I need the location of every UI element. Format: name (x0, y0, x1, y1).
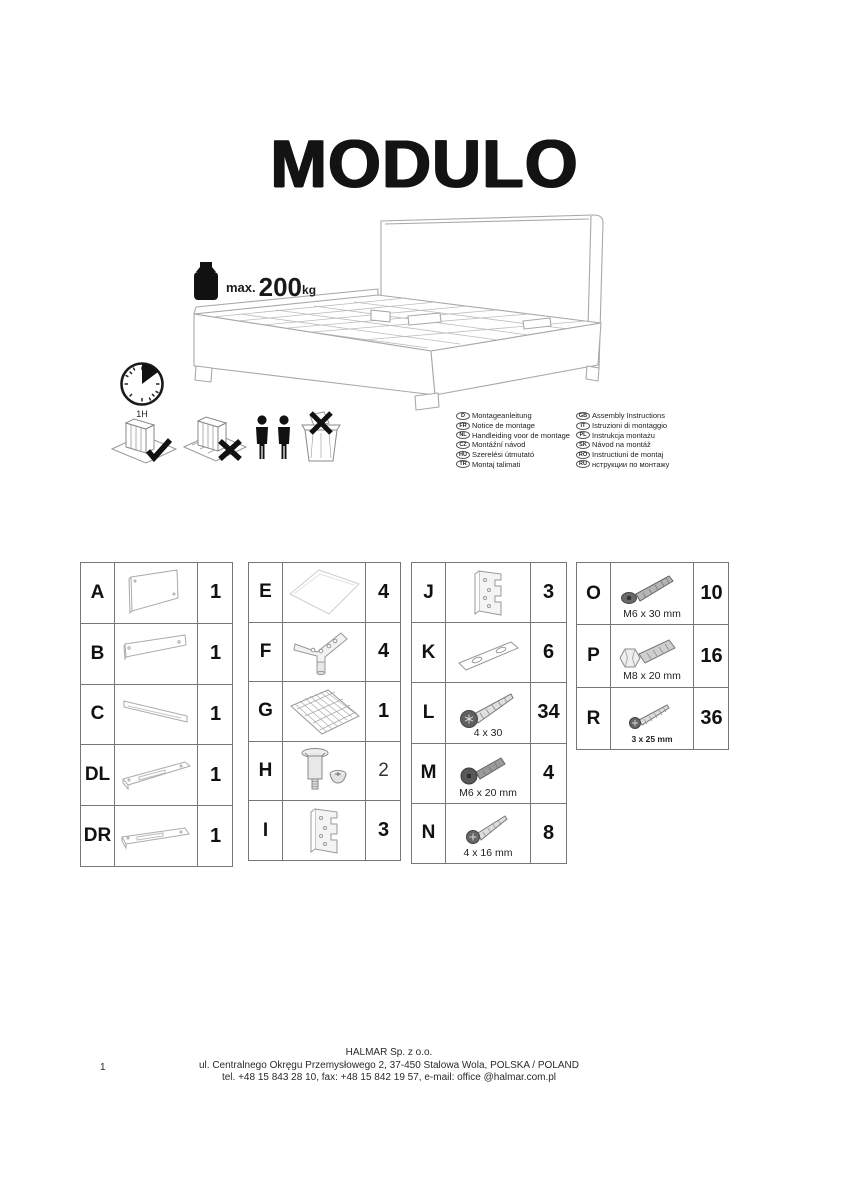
part-letter: I (249, 801, 283, 860)
part-spec: 4 x 30 (473, 726, 503, 739)
language-code-badge: FR (456, 422, 470, 430)
weight-icon (193, 262, 219, 304)
part-qty: 2 (378, 760, 389, 782)
part-qty: 4 (377, 580, 390, 603)
language-list-left (456, 411, 570, 469)
language-code-badge: RU (576, 460, 590, 468)
part-letter: K (412, 623, 446, 682)
language-entry (456, 459, 570, 469)
language-code-badge: HU (456, 451, 470, 459)
part-qty: 16 (700, 644, 723, 667)
part-qty: 1 (209, 581, 222, 604)
language-entry (456, 430, 570, 440)
parts-row-m (412, 743, 566, 803)
unpack-on-hard-surface-forbidden-icon (182, 411, 248, 463)
parts-table-panels (80, 562, 233, 867)
part-n-icon (447, 807, 529, 849)
page-number: 1 (100, 1062, 106, 1073)
language-label: Návod na montáž (592, 440, 651, 450)
parts-row-l (412, 682, 566, 742)
part-l-icon (447, 687, 529, 729)
parts-table-hardware-1 (411, 562, 567, 864)
language-label: Szerelési útmutató (472, 450, 535, 460)
part-letter: C (81, 685, 115, 745)
part-qty: 36 (700, 707, 723, 729)
part-o-icon (611, 568, 693, 610)
language-label: Istruzioni di montaggio (592, 421, 668, 431)
language-label: Montaj talimati (472, 459, 521, 469)
part-letter: H (249, 742, 283, 801)
part-f-icon (283, 624, 365, 680)
two-person-assembly-icon (252, 415, 296, 461)
language-label: Assembly Instructions (592, 411, 665, 421)
part-j-icon (447, 565, 529, 621)
part-g-icon (283, 683, 365, 739)
parts-row-b (81, 623, 232, 684)
part-qty: 6 (542, 641, 555, 664)
parts-row-r (577, 687, 728, 749)
language-code-badge: CZ (456, 441, 470, 449)
part-h-icon (283, 743, 365, 799)
language-code-badge: IT (576, 422, 590, 430)
language-label: Notice de montage (472, 421, 535, 431)
footer-address: ul. Centralnego Okręgu Przemysłowego 2, 37-450 Stalowa Wola, POLSKA / POLAND (198, 1059, 579, 1071)
part-qty: 8 (542, 821, 555, 844)
part-i-icon (283, 803, 365, 859)
part-r-icon (611, 693, 693, 735)
part-e-icon (283, 564, 365, 620)
parts-row-h (249, 741, 400, 801)
part-b-icon (115, 626, 197, 682)
parts-row-o (577, 563, 728, 624)
parts-row-e (249, 563, 400, 622)
language-label: Handleiding voor de montage (472, 430, 570, 440)
parts-table-boards (248, 562, 401, 861)
language-entry (456, 421, 570, 431)
part-letter: B (81, 624, 115, 684)
max-load-prefix: max. (226, 280, 256, 295)
part-qty: 3 (542, 581, 555, 604)
footer (154, 1047, 624, 1085)
language-entry (576, 440, 669, 450)
part-qty: 1 (209, 824, 222, 847)
parts-row-j (412, 563, 566, 622)
language-entry (576, 421, 669, 431)
parts-row-f (249, 622, 400, 682)
do-not-discard-packaging-icon (296, 411, 346, 463)
part-qty: 4 (377, 640, 390, 663)
footer-company: HALMAR Sp. z o.o. (345, 1047, 433, 1058)
language-entry (576, 430, 669, 440)
part-a-icon (115, 565, 197, 621)
part-letter: N (412, 804, 446, 863)
part-qty: 1 (209, 702, 222, 725)
part-letter: F (249, 623, 283, 682)
footer-contact: tel. +48 15 843 28 10, fax: +48 15 842 19 57, e-mail: office @halmar.com.pl (221, 1072, 557, 1083)
part-qty: 1 (377, 699, 390, 722)
language-label: Montážní návod (472, 440, 526, 450)
part-letter: M (412, 744, 446, 803)
part-qty: 4 (542, 761, 555, 784)
language-label: Instructiuni de montaj (592, 450, 664, 460)
assembly-time-group (116, 360, 168, 419)
unpack-on-soft-surface-ok-icon (110, 413, 178, 465)
parts-row-k (412, 622, 566, 682)
max-load-value: 200 (258, 272, 303, 302)
part-letter: P (577, 625, 611, 687)
part-letter: DR (81, 806, 115, 866)
part-dr-icon (115, 808, 197, 864)
part-letter: O (577, 563, 611, 624)
part-letter: DL (81, 745, 115, 805)
part-spec: M6 x 30 mm (623, 607, 681, 620)
language-code-badge: RO (576, 451, 590, 459)
part-letter: A (81, 563, 115, 623)
parts-row-n (412, 803, 566, 863)
language-code-badge: SK (576, 441, 590, 449)
part-dl-icon (115, 747, 197, 803)
part-qty: 1 (209, 763, 222, 786)
part-qty: 1 (209, 642, 222, 665)
language-entry (456, 411, 570, 421)
part-spec: 3 x 25 mm (631, 733, 673, 744)
language-code-badge: GB (576, 412, 590, 420)
part-qty: 34 (537, 701, 560, 724)
language-code-badge: PL (576, 431, 590, 439)
part-letter: R (577, 688, 611, 749)
assembly-time-label: 1H (136, 409, 148, 419)
part-letter: E (249, 563, 283, 622)
part-spec: 4 x 16 mm (463, 847, 513, 860)
clock-1h-icon (118, 360, 166, 408)
language-code-badge: NL (456, 431, 470, 439)
parts-row-p (577, 624, 728, 687)
parts-row-a (81, 563, 232, 623)
language-label: Instrukcja montażu (592, 430, 655, 440)
part-c-icon (115, 686, 197, 742)
part-k-icon (447, 625, 529, 681)
part-spec: M8 x 20 mm (623, 670, 681, 682)
language-label: Montageanleitung (472, 411, 532, 421)
language-code-badge: D (456, 412, 470, 420)
part-qty: 10 (700, 582, 723, 604)
parts-row-c (81, 684, 232, 745)
parts-row-dr (81, 805, 232, 866)
page-title: MODULO (270, 126, 579, 202)
parts-row-g (249, 681, 400, 741)
language-entry (576, 411, 669, 421)
max-load-unit: kg (302, 283, 317, 297)
language-entry (456, 450, 570, 460)
language-entry (456, 440, 570, 450)
bed-illustration (178, 210, 648, 415)
parts-row-dl (81, 744, 232, 805)
parts-table-hardware-2 (576, 562, 729, 750)
part-qty: 3 (377, 819, 390, 842)
part-letter: G (249, 682, 283, 741)
part-m-icon (447, 747, 529, 789)
part-spec: M6 x 20 mm (459, 787, 517, 800)
language-code-badge: TR (456, 460, 470, 468)
part-p-icon (611, 630, 693, 672)
language-list-right (576, 411, 669, 469)
language-entry (576, 450, 669, 460)
part-letter: L (412, 683, 446, 742)
language-entry (576, 459, 669, 469)
part-letter: J (412, 563, 446, 622)
max-load-group (193, 262, 316, 304)
parts-row-i (249, 800, 400, 860)
language-label: нструкции по монтажу (592, 459, 670, 469)
